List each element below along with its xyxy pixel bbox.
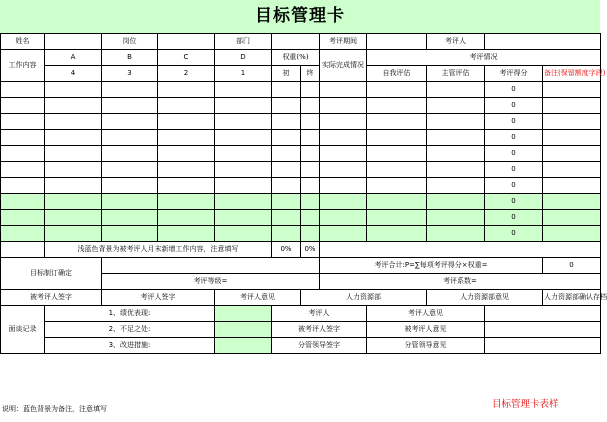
evaluee-sign-label: 被考评人签字 — [1, 290, 102, 306]
name-cell[interactable] — [45, 34, 102, 50]
work-row — [1, 162, 601, 178]
interview-item: 1、绩优表现: — [45, 306, 215, 322]
score-value: 0 — [485, 82, 543, 98]
work-row — [1, 130, 601, 146]
actual-label: 实际完成情况 — [320, 50, 367, 82]
col-d-num: 1 — [215, 66, 272, 82]
target-confirm-label: 目标制订确定 — [1, 258, 102, 290]
weight-initial-total: 0% — [272, 242, 301, 258]
period-cell[interactable] — [367, 34, 427, 50]
score-value: 0 — [485, 226, 543, 242]
period-label: 考评期间 — [320, 34, 367, 50]
hr-label: 人力资源部 — [301, 290, 427, 306]
interview-col2: 考评人意见 — [367, 306, 485, 322]
interview-col1: 分管领导签字 — [272, 338, 367, 354]
work-row — [1, 82, 601, 98]
interview-col1: 被考评人签字 — [272, 322, 367, 338]
work-row — [1, 114, 601, 130]
total-value: 0 — [543, 258, 601, 274]
weight-label: 权重(%) — [272, 50, 320, 66]
interview-col2: 分管领导意见 — [367, 338, 485, 354]
green-note: 浅蓝色背景为被考评人月末新增工作内容，注意填写 — [45, 242, 272, 258]
hr-confirm-label: 人力资源部确认存档 — [543, 290, 601, 306]
interview-col2: 被考评人意见 — [367, 322, 485, 338]
score-value: 0 — [485, 178, 543, 194]
interview-item: 2、不足之处: — [45, 322, 215, 338]
score-value: 0 — [485, 146, 543, 162]
score-value: 0 — [485, 210, 543, 226]
weight-initial-label: 初 — [272, 66, 301, 82]
col-c-num: 2 — [158, 66, 215, 82]
work-content-label: 工作内容 — [1, 50, 45, 82]
work-row — [1, 146, 601, 162]
sample-caption: 目标管理卡表样 — [492, 399, 559, 410]
weight-final-total: 0% — [301, 242, 320, 258]
col-a-num: 4 — [45, 66, 102, 82]
remark-label: 备注(保留额度字段) — [543, 66, 601, 82]
page-title: 目标管理卡 — [0, 0, 600, 34]
total-formula: 考评合计:P=∑每项考评得分×权重= — [320, 258, 543, 274]
interview-input[interactable] — [215, 306, 272, 322]
sup-eval-label: 主管评估 — [427, 66, 485, 82]
coef-label: 考评系数= — [320, 274, 601, 290]
col-b-label: B — [102, 50, 158, 66]
management-card-table — [0, 33, 607, 354]
score-value: 0 — [485, 130, 543, 146]
interview-col1: 考评人 — [272, 306, 367, 322]
evaluator-sign-label: 考评人签字 — [102, 290, 215, 306]
score-value: 0 — [485, 114, 543, 130]
col-a-label: A — [45, 50, 102, 66]
hr-opinion-label: 人力资源部意见 — [427, 290, 543, 306]
col-c-label: C — [158, 50, 215, 66]
work-row-new — [1, 226, 601, 242]
dept-cell[interactable] — [272, 34, 320, 50]
interview-input[interactable] — [215, 322, 272, 338]
score-value: 0 — [485, 98, 543, 114]
name-label: 姓名 — [1, 34, 45, 50]
work-row — [1, 178, 601, 194]
position-cell[interactable] — [158, 34, 215, 50]
interview-label: 面谈记录 — [1, 306, 45, 354]
situation-label: 考评情况 — [367, 50, 601, 66]
weight-final-label: 终 — [301, 66, 320, 82]
work-row — [1, 98, 601, 114]
evaluator-cell[interactable] — [485, 34, 601, 50]
position-label: 岗位 — [102, 34, 158, 50]
self-eval-label: 自我评估 — [367, 66, 427, 82]
score-value: 0 — [485, 162, 543, 178]
score-label: 考评得分 — [485, 66, 543, 82]
evaluator-opinion-label: 考评人意见 — [215, 290, 301, 306]
score-value: 0 — [485, 194, 543, 210]
work-row-new — [1, 210, 601, 226]
grade-label: 考评等级= — [102, 274, 320, 290]
col-b-num: 3 — [102, 66, 158, 82]
dept-label: 部门 — [215, 34, 272, 50]
work-row-new — [1, 194, 601, 210]
interview-input[interactable] — [215, 338, 272, 354]
footer-note: 说明：蓝色背景为备注，注意填写 — [2, 405, 107, 413]
evaluator-label: 考评人 — [427, 34, 485, 50]
col-d-label: D — [215, 50, 272, 66]
interview-item: 3、改进措施: — [45, 338, 215, 354]
